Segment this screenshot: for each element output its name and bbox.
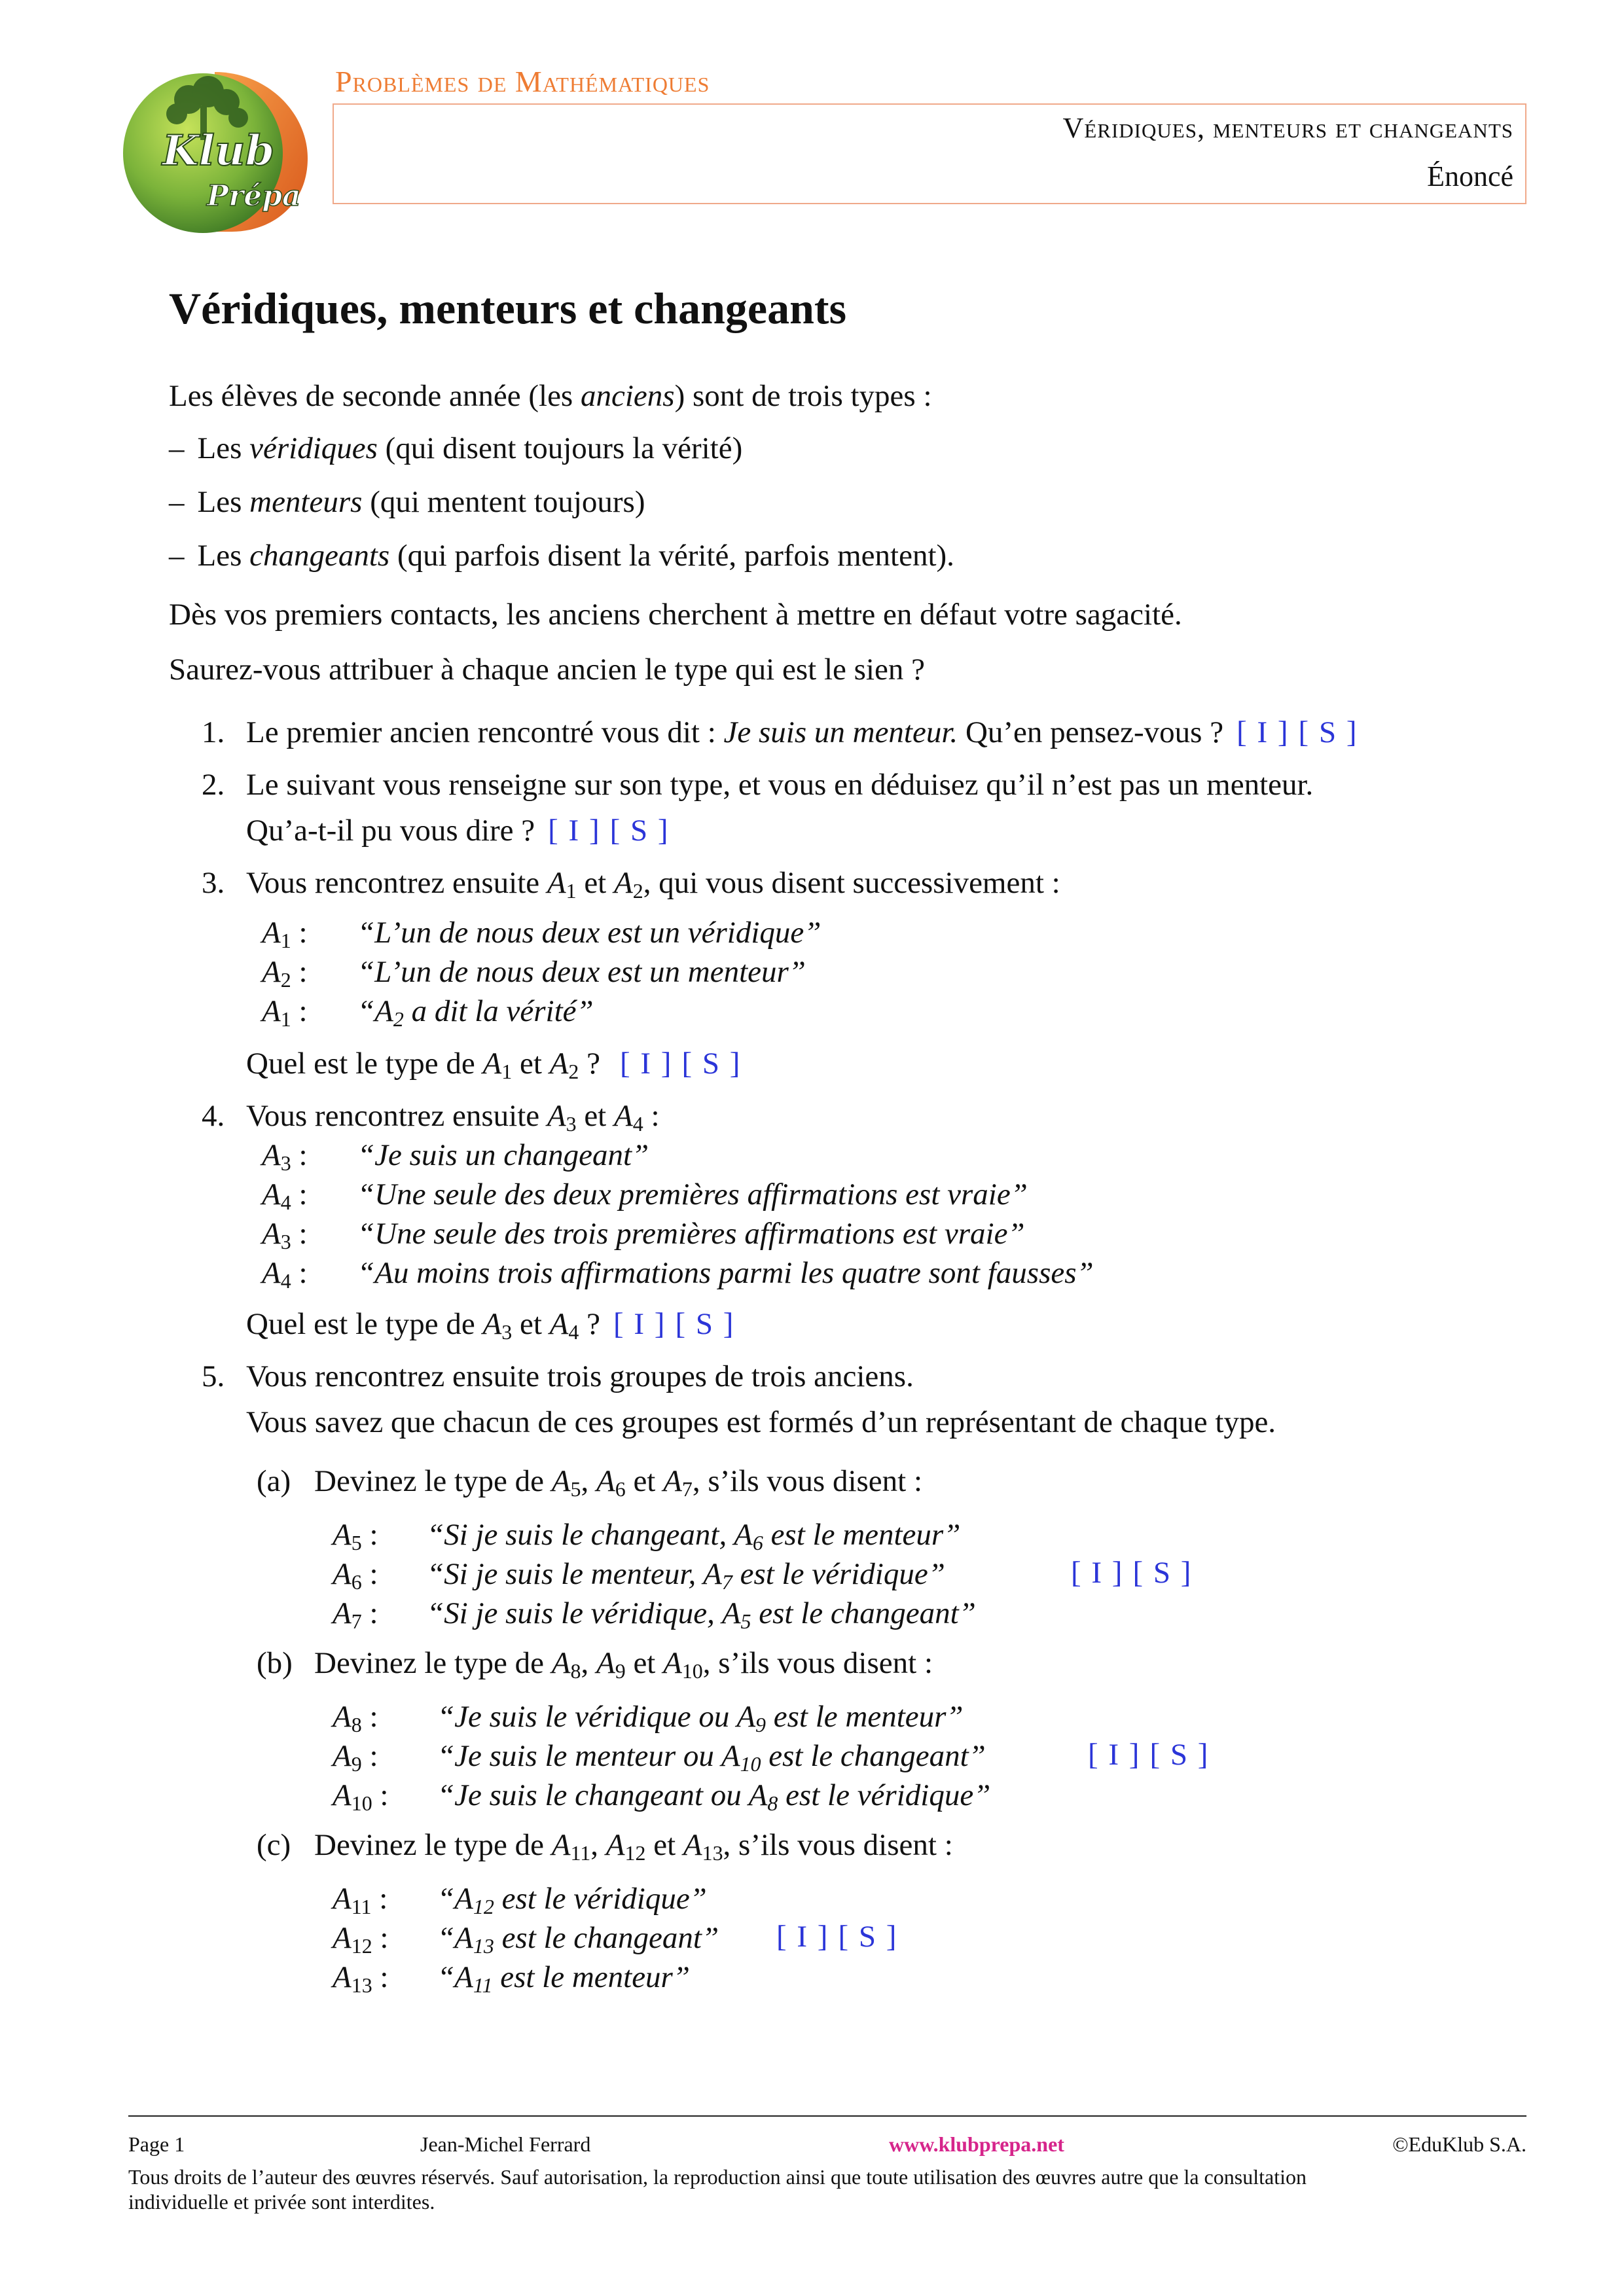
var-a: A <box>454 1921 473 1955</box>
quote-rest: est le véridique” <box>732 1557 945 1591</box>
quote-rest: est le menteur” <box>763 1518 961 1552</box>
colon: : <box>372 1960 389 1994</box>
var-index: 8 <box>351 1713 362 1736</box>
subquestion-a <box>314 1463 922 1499</box>
colon: : <box>372 1778 389 1812</box>
say-text: , s’ils vous disent : <box>692 1464 923 1498</box>
var-index: 5 <box>570 1477 581 1501</box>
bullet-dash: – <box>169 539 185 573</box>
dialogue-line <box>427 1596 976 1631</box>
q4-text: Vous rencontrez ensuite <box>246 1099 547 1133</box>
var-a: A <box>549 1307 569 1341</box>
var-a: A <box>663 1464 682 1498</box>
paragraph-question: Saurez-vous attribuer à chaque ancien le type qui est le sien ? <box>169 653 925 687</box>
dialogue-line: “Une seule des trois premières affirmations est vraie” <box>357 1217 1025 1251</box>
dialogue-line: “Je suis un changeant” <box>357 1138 649 1172</box>
quote-rest: est le véridique” <box>778 1778 991 1812</box>
var-index: 8 <box>570 1659 581 1683</box>
subquestion-c <box>314 1827 953 1863</box>
var-a: A <box>454 1960 473 1994</box>
var-index: 5 <box>351 1531 362 1554</box>
series-title: Problèmes de Mathématiques <box>335 65 710 98</box>
quote-rest: est le changeant” <box>494 1921 719 1955</box>
speaker-a13 <box>333 1960 388 1995</box>
ask-and: et <box>512 1047 550 1081</box>
colon: : <box>291 1138 308 1172</box>
ask-text: Quel est le type de <box>246 1047 483 1081</box>
page-title: Véridiques, menteurs et changeants <box>169 283 847 333</box>
var-index: 13 <box>702 1841 723 1865</box>
var-a: A <box>333 1739 352 1773</box>
var-a: A <box>333 1557 352 1591</box>
colon: : <box>361 1557 378 1591</box>
solution-link-q5b[interactable]: [ S ] <box>1149 1738 1210 1772</box>
colon: : <box>291 955 308 989</box>
quote-open: “ <box>357 994 375 1028</box>
var-a: A <box>333 1700 352 1734</box>
speaker-a3 <box>262 1216 308 1251</box>
intro-text: Les élèves de seconde année (les <box>169 379 581 413</box>
var-a: A <box>721 1596 741 1630</box>
type-item-changeant <box>169 538 954 573</box>
var-a: A <box>262 1256 281 1290</box>
quote-start: “Si je suis le changeant, <box>427 1518 734 1552</box>
question-4-ask <box>246 1306 734 1342</box>
subquestion-b-label: (b) <box>257 1646 293 1680</box>
say-text: , s’ils vous disent : <box>702 1646 933 1680</box>
var-a: A <box>262 994 281 1028</box>
solution-link-q4[interactable]: [ S ] <box>675 1307 735 1341</box>
var-index: 3 <box>566 1112 577 1136</box>
header-document-type: Énoncé <box>1427 160 1513 192</box>
var-index: 5 <box>740 1609 751 1633</box>
var-index: 3 <box>280 1230 291 1253</box>
speaker-a9 <box>333 1738 378 1774</box>
var-a: A <box>551 1464 571 1498</box>
subquestion-c-label: (c) <box>257 1828 291 1862</box>
dialogue-line: “L’un de nous deux est un menteur” <box>357 955 806 989</box>
colon: : <box>371 1882 388 1916</box>
quote-start: “Si je suis le menteur, <box>427 1557 704 1591</box>
dialogue-line <box>437 1699 964 1734</box>
var-a: A <box>663 1646 682 1680</box>
var-a: A <box>333 1882 352 1916</box>
question-1 <box>246 715 1358 750</box>
logo-prepa: Prépa <box>207 179 301 213</box>
footer-copyright: ©EduKlub S.A. <box>1392 2132 1526 2156</box>
question-1-number: 1. <box>202 715 225 749</box>
paragraph-sagacite: Dès vos premiers contacts, les anciens cherchent à mettre en défaut votre sagacité. <box>169 598 1182 632</box>
indication-link-q4[interactable]: [ I ] <box>613 1307 666 1341</box>
q1-text: Le premier ancien rencontré vous dit : <box>246 715 724 749</box>
var-a: A <box>482 1047 502 1081</box>
var-a: A <box>683 1828 702 1862</box>
links-q5a <box>1071 1555 1192 1590</box>
quote-start: “ <box>437 1960 455 1994</box>
dialogue-line <box>427 1517 960 1552</box>
question-3-intro <box>246 865 1060 901</box>
var-index: 9 <box>351 1752 362 1776</box>
indication-link-q5b[interactable]: [ I ] <box>1088 1738 1141 1772</box>
var-a: A <box>374 994 393 1028</box>
intro-paragraph <box>169 378 932 414</box>
var-index: 4 <box>568 1320 579 1344</box>
question-5-line-2: Vous savez que chacun de ces groupes est formés d’un représentant de chaque type. <box>246 1405 1276 1439</box>
var-a: A <box>736 1700 756 1734</box>
var-a: A <box>748 1778 768 1812</box>
dialogue-line <box>437 1881 707 1916</box>
bullet-dash: – <box>169 431 185 465</box>
solution-link-q2[interactable]: [ S ] <box>609 814 670 848</box>
speaker-a7 <box>333 1596 378 1631</box>
logo-klub: Klub <box>162 126 275 175</box>
dialogue-line <box>437 1960 690 1995</box>
quote-rest: est le changeant” <box>751 1596 976 1630</box>
quote-rest: est le véridique” <box>494 1882 707 1916</box>
var-index: 1 <box>280 929 291 952</box>
var-a: A <box>551 1828 571 1862</box>
ask-mark: ? <box>579 1307 600 1341</box>
var-index: 6 <box>752 1531 763 1554</box>
var-index: 8 <box>767 1791 778 1815</box>
quote-rest: est le menteur” <box>766 1700 964 1734</box>
var-index: 4 <box>632 1112 643 1136</box>
indication-link-q3[interactable]: [ I ] <box>619 1047 673 1081</box>
var-index: 1 <box>280 1007 291 1031</box>
var-a: A <box>333 1518 352 1552</box>
speaker-a2 <box>262 954 308 990</box>
var-a: A <box>703 1557 722 1591</box>
quote-start: “ <box>437 1921 455 1955</box>
q3-text: Vous rencontrez ensuite <box>246 866 547 900</box>
var-index: 9 <box>755 1713 767 1736</box>
var-index: 10 <box>681 1659 703 1683</box>
var-index: 6 <box>615 1477 626 1501</box>
speaker-a10 <box>333 1778 388 1813</box>
type-pre: Les <box>197 431 250 465</box>
colon: : <box>291 1256 308 1290</box>
ask-and: et <box>512 1307 550 1341</box>
var-a: A <box>721 1739 740 1773</box>
subquestion-a-label: (a) <box>257 1464 291 1498</box>
footer-notice-line-2: individuelle et privée sont interdites. <box>128 2190 435 2214</box>
dialogue-line <box>437 1738 986 1774</box>
var-index: 7 <box>681 1477 693 1501</box>
intro-text-end: ) sont de trois types : <box>674 379 932 413</box>
var-a: A <box>605 1828 625 1862</box>
bullet-dash: – <box>169 485 185 519</box>
subquestion-b <box>314 1645 933 1681</box>
var-a: A <box>482 1307 502 1341</box>
var-index: 11 <box>351 1895 372 1918</box>
q3-and: et <box>576 866 614 900</box>
type-word: changeants <box>249 539 390 573</box>
comma: , <box>581 1646 596 1680</box>
var-index: 9 <box>615 1659 626 1683</box>
var-index: 3 <box>280 1151 291 1175</box>
colon: : <box>372 1921 389 1955</box>
speaker-a1 <box>262 994 308 1029</box>
dialogue-line: “L’un de nous deux est un véridique” <box>357 916 821 950</box>
question-5-number: 5. <box>202 1359 225 1393</box>
var-index: 11 <box>473 1973 493 1997</box>
colon: : <box>291 916 308 950</box>
var-index: 10 <box>351 1791 372 1815</box>
var-index: 7 <box>351 1609 362 1633</box>
q3-text-end: , qui vous disent successivement : <box>643 866 1060 900</box>
indication-link-q2[interactable]: [ I ] <box>548 814 601 848</box>
type-item-menteur <box>169 484 645 520</box>
var-a: A <box>262 955 281 989</box>
var-a: A <box>454 1882 473 1916</box>
quote-start: “Si je suis le véridique, <box>427 1596 722 1630</box>
var-index: 11 <box>570 1841 591 1865</box>
say-text: , s’ils vous disent : <box>723 1828 953 1862</box>
var-a: A <box>333 1596 352 1630</box>
question-3-number: 3. <box>202 866 225 900</box>
var-a: A <box>333 1921 352 1955</box>
klubprepa-logo <box>117 60 313 237</box>
indication-link-q1[interactable]: [ I ] <box>1236 715 1290 749</box>
indication-link-q5a[interactable]: [ I ] <box>1071 1556 1124 1590</box>
var-a: A <box>549 1047 569 1081</box>
type-word: véridiques <box>249 431 378 465</box>
quote-rest: a dit la vérité” <box>403 994 594 1028</box>
quote-start: “Je suis le changeant ou <box>437 1778 749 1812</box>
dialogue-line <box>427 1556 945 1592</box>
var-index: 6 <box>351 1570 362 1594</box>
var-index: 2 <box>280 968 291 992</box>
var-a: A <box>596 1646 615 1680</box>
var-index: 2 <box>632 879 643 903</box>
var-a: A <box>547 1099 566 1133</box>
question-2-line-1: Le suivant vous renseigne sur son type, et vous en déduisez qu’il n’est pas un menteur. <box>246 768 1314 802</box>
intro-emphasis: anciens <box>580 379 675 413</box>
var-a: A <box>547 866 566 900</box>
indication-link-q5c[interactable]: [ I ] <box>776 1920 829 1954</box>
var-a: A <box>613 866 633 900</box>
dialogue-line <box>437 1778 990 1813</box>
var-index: 4 <box>280 1269 291 1293</box>
header-box <box>333 103 1526 204</box>
dialogue-line: “Au moins trois affirmations parmi les quatre sont fausses” <box>357 1256 1094 1290</box>
question-4-intro <box>246 1098 660 1134</box>
solution-link-q1[interactable]: [ S ] <box>1298 715 1358 749</box>
var-a: A <box>262 1177 281 1211</box>
var-index: 13 <box>473 1934 494 1958</box>
ask-text: Quel est le type de <box>246 1307 483 1341</box>
links-q5b <box>1088 1737 1209 1772</box>
quote-start: “Je suis le menteur ou <box>437 1739 721 1773</box>
var-index: 12 <box>351 1934 372 1958</box>
var-a: A <box>551 1646 571 1680</box>
var-index: 12 <box>473 1895 494 1918</box>
q4-colon: : <box>643 1099 660 1133</box>
guess-text: Devinez le type de <box>314 1828 552 1862</box>
dialogue-line: “Une seule des deux premières affirmations est vraie” <box>357 1177 1028 1211</box>
page-number: Page 1 <box>128 2132 185 2156</box>
colon: : <box>291 1177 308 1211</box>
colon: : <box>361 1596 378 1630</box>
var-index: 2 <box>568 1060 579 1083</box>
speaker-a12 <box>333 1920 388 1956</box>
var-a: A <box>333 1778 352 1812</box>
speaker-a8 <box>333 1699 378 1734</box>
q2-ask: Qu’a-t-il pu vous dire ? <box>246 814 535 848</box>
colon: : <box>291 994 308 1028</box>
var-a: A <box>613 1099 633 1133</box>
dialogue-line <box>437 1920 719 1956</box>
type-pre: Les <box>197 485 250 519</box>
colon: : <box>361 1739 378 1773</box>
var-a: A <box>596 1464 615 1498</box>
quote-rest: est le menteur” <box>492 1960 690 1994</box>
var-index: 1 <box>566 879 577 903</box>
question-2-line-2 <box>246 813 670 848</box>
speaker-a11 <box>333 1881 388 1916</box>
var-index: 10 <box>740 1752 761 1776</box>
quote-start: “ <box>437 1882 455 1916</box>
colon: : <box>291 1217 308 1251</box>
var-a: A <box>333 1960 352 1994</box>
header-document-title: Véridiques, menteurs et changeants <box>1062 112 1513 144</box>
type-post: (qui disent toujours la vérité) <box>377 431 743 465</box>
ask-mark: ? <box>579 1047 600 1081</box>
footer-notice-line-1: Tous droits de l’auteur des œuvres réservés. Sauf autorisation, la reproduction ainsi que toute utilisation des œuvres autre que la consultation <box>128 2165 1307 2189</box>
comma: , <box>581 1464 596 1498</box>
var-index: 3 <box>501 1320 513 1344</box>
and: et <box>645 1828 683 1862</box>
var-index: 12 <box>624 1841 646 1865</box>
links-q5c <box>776 1919 897 1954</box>
question-4-number: 4. <box>202 1099 225 1133</box>
and: et <box>625 1646 664 1680</box>
var-a: A <box>262 1217 281 1251</box>
question-3-ask <box>246 1046 741 1081</box>
q4-and: et <box>576 1099 614 1133</box>
type-pre: Les <box>197 539 250 573</box>
speaker-a1 <box>262 915 308 950</box>
solution-link-q5c[interactable]: [ S ] <box>838 1920 898 1954</box>
colon: : <box>361 1700 378 1734</box>
solution-link-q3[interactable]: [ S ] <box>681 1047 742 1081</box>
var-index: 13 <box>351 1973 372 1997</box>
comma: , <box>590 1828 606 1862</box>
speaker-a3 <box>262 1138 308 1173</box>
quote-rest: est le changeant” <box>761 1739 986 1773</box>
var-index: 1 <box>501 1060 513 1083</box>
and: et <box>625 1464 664 1498</box>
colon: : <box>361 1518 378 1552</box>
quote-start: “Je suis le véridique ou <box>437 1700 737 1734</box>
q1-quote: Je suis un menteur. <box>723 715 958 749</box>
guess-text: Devinez le type de <box>314 1646 552 1680</box>
var-index: 2 <box>393 1007 404 1031</box>
speaker-a5 <box>333 1517 378 1552</box>
q1-ask: Qu’en pensez-vous ? <box>958 715 1224 749</box>
speaker-a4 <box>262 1177 308 1212</box>
footer-rule <box>128 2115 1526 2117</box>
question-5-line-1: Vous rencontrez ensuite trois groupes de trois anciens. <box>246 1359 914 1393</box>
solution-link-q5a[interactable]: [ S ] <box>1132 1556 1193 1590</box>
question-2-number: 2. <box>202 768 225 802</box>
guess-text: Devinez le type de <box>314 1464 552 1498</box>
dialogue-line <box>357 994 594 1029</box>
var-index: 4 <box>280 1191 291 1214</box>
var-index: 7 <box>721 1570 732 1594</box>
type-item-veridique <box>169 431 742 466</box>
type-post: (qui parfois disent la vérité, parfois mentent). <box>389 539 954 573</box>
type-post: (qui mentent toujours) <box>362 485 645 519</box>
type-word: menteurs <box>249 485 363 519</box>
var-a: A <box>734 1518 753 1552</box>
footer-author: Jean-Michel Ferrard <box>420 2132 591 2156</box>
speaker-a4 <box>262 1255 308 1291</box>
var-a: A <box>262 916 281 950</box>
footer-website-link[interactable]: www.klubprepa.net <box>889 2132 1064 2156</box>
var-a: A <box>262 1138 281 1172</box>
speaker-a6 <box>333 1556 378 1592</box>
